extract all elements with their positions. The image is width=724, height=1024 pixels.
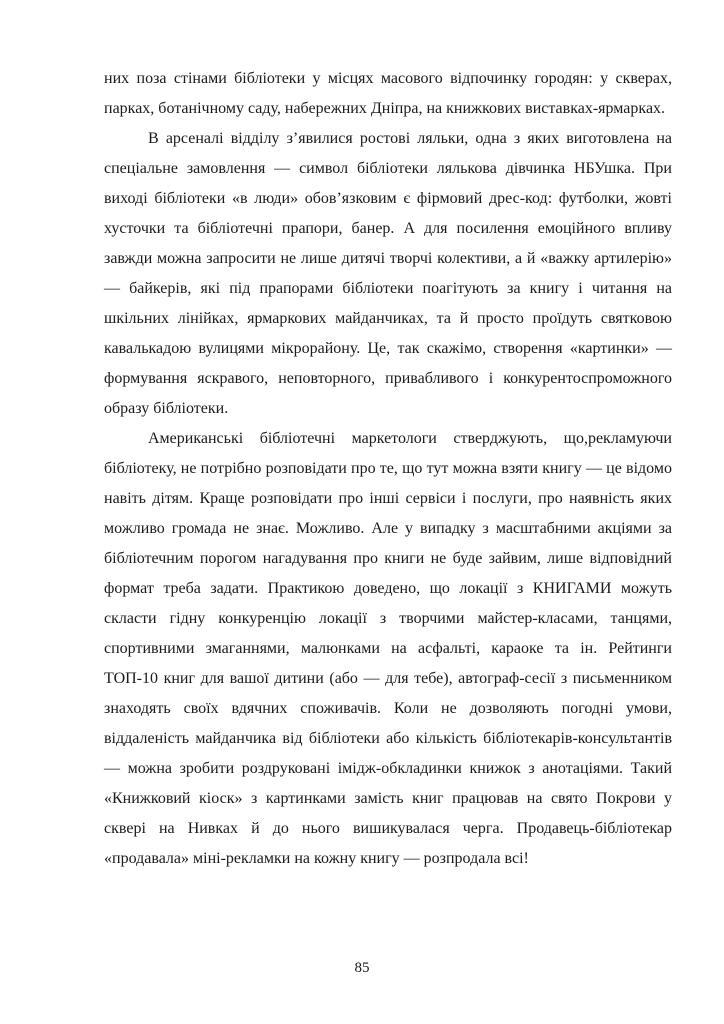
paragraph-1: них поза стінами бібліотеки у місцях масового відпочинку городян: у скверах, парках, ботанічному саду, набережних Дніпра, на книжкових виставках-ярмарках.: [104, 70, 672, 117]
paragraph-2: В арсеналі відділу з’явилися ростові ляльки, одна з яких виготовлена на спеціальне замовлення — символ бібліотеки лялькова дівчинка НБУшка. При виході бібліотеки «в люди» обов’язковим є фірмовий дрес-код: футболки, жовті хусточки та бібліотечні прапори, банер. А для посилення емоційного впливу завжди можна запросити не лише дитячі творчі колективи, а й «важку артилерію» — байкерів, які під прапорами бібліотеки поагітують за книгу і читання на шкільних лінійках, ярмаркових майданчиках, та й просто проїдуть святковою кавалькадою вулицями мікрорайону. Це, так скажімо, створення «картинки» –– формування яскравого, неповторного, привабливого і конкурентоспроможного образу бібліотеки.: [104, 130, 672, 417]
paragraph-3: Американські бібліотечні маркетологи стверджують, що,рекламуючи бібліотеку, не потрібно розповідати про те, що тут можна взяти книгу — це відомо навіть дітям. Краще розповідати про інші сервіси і послуги, про наявність яких можливо громада не знає. Можливо. Але у випадку з масштабними акціями за бібліотечним порогом нагадування про книги не буде зайвим, лише відповідний формат треба задати. Практикою доведено, що локації з КНИГАМИ можуть скласти гідну конкуренцію локації з творчими майстер-класами, танцями, спортивними змаганнями, малюнками на асфальті, караоке та ін. Рейтинги ТОП-10 книг для вашої дитини (або — для тебе), автограф-сесії з письменником знаходять своїх вдячних споживачів. Коли не дозволяють погодні умови, віддаленість майданчика від бібліотеки або кількість бібліотекарів-консультантів — можна зробити роздруковані імідж-обкладинки книжок з анотаціями. Такий «Книжковий кіоск» з картинками замість книг працював на свято Покрови у сквері на Нивках й до нього вишикувалася черга. Продавець-бібліотекар «продавала» міні-рекламки на кожну книгу — розпродала всі!: [104, 430, 672, 867]
body-text: [104, 64, 672, 874]
page-number: 85: [354, 960, 370, 976]
